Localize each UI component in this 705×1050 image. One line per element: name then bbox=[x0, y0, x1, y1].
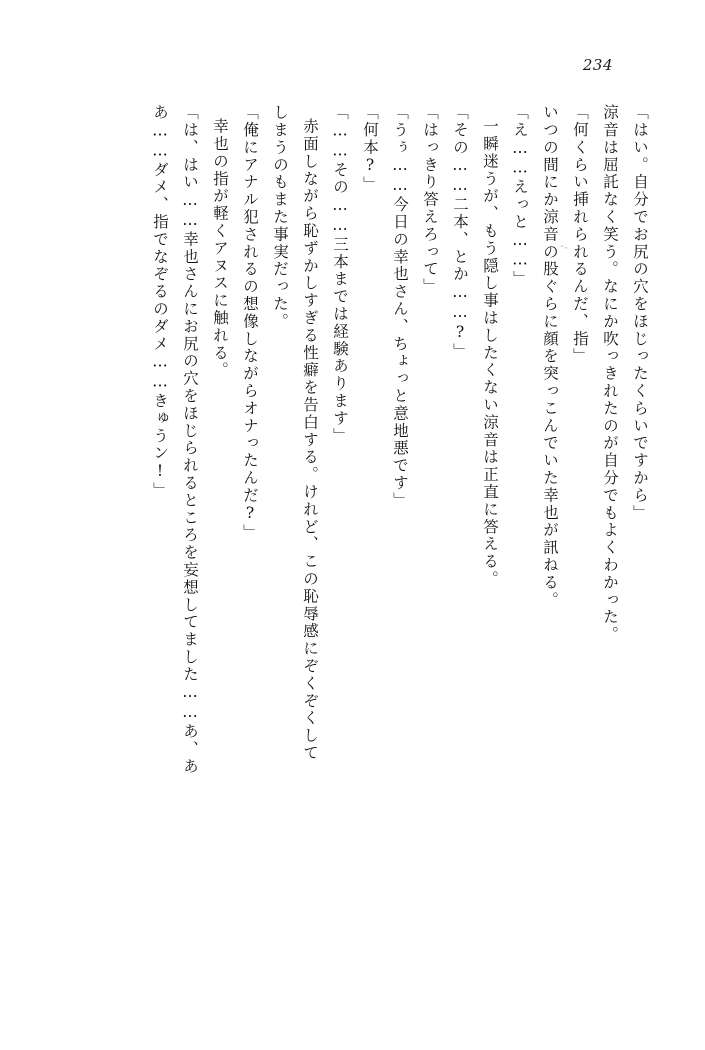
text-line: 「は、はい……幸也さんにお尻の穴をほじられるところを妄想してました……あ、あ bbox=[181, 104, 199, 776]
text-line: あ……ダメ、指でなぞるのダメ……きゅうン!」 bbox=[151, 104, 169, 500]
text-line: 「……その……三本までは経験あります」 bbox=[331, 104, 349, 445]
text-line: 「え……えっと……」 bbox=[511, 104, 529, 288]
text-line: 「その……二本、とか……?」 bbox=[451, 104, 469, 361]
vertical-text-body bbox=[58, 104, 647, 954]
text-line: 「はい。自分でお尻の穴をほじったくらいですから」 bbox=[631, 104, 649, 522]
text-line: しまうのもまた事実だった。 bbox=[271, 104, 289, 331]
text-line: いつの間にか涼音の股ぐらに顔を突っこんでいた幸也が訊ねる。 bbox=[541, 104, 559, 609]
text-line: 「俺にアナル犯されるの想像しながらオナったんだ?」 bbox=[241, 104, 259, 542]
text-line: 涼音は屈託なく笑う。なにか吹っきれたのが自分でもよくわかった。 bbox=[601, 104, 619, 644]
page-number: 234 bbox=[582, 56, 613, 74]
text-line: 「何本?」 bbox=[361, 104, 379, 194]
text-line: 幸也の指が軽くアヌスに触れる。 bbox=[211, 118, 229, 379]
text-line: 「何くらい挿れられるんだ、指」 bbox=[571, 104, 589, 365]
text-line: 「はっきり答えろって」 bbox=[421, 104, 439, 296]
text-line: 一瞬迷うが、もう隠し事はしたくない涼音は正直に答える。 bbox=[481, 118, 499, 588]
text-line: 「うぅ……今日の幸也さん、ちょっと意地悪です」 bbox=[391, 104, 409, 510]
text-line: 赤面しながら恥ずかしすぎる性癖を告白する。けれど、この恥辱感にぞくぞくして bbox=[301, 118, 319, 762]
